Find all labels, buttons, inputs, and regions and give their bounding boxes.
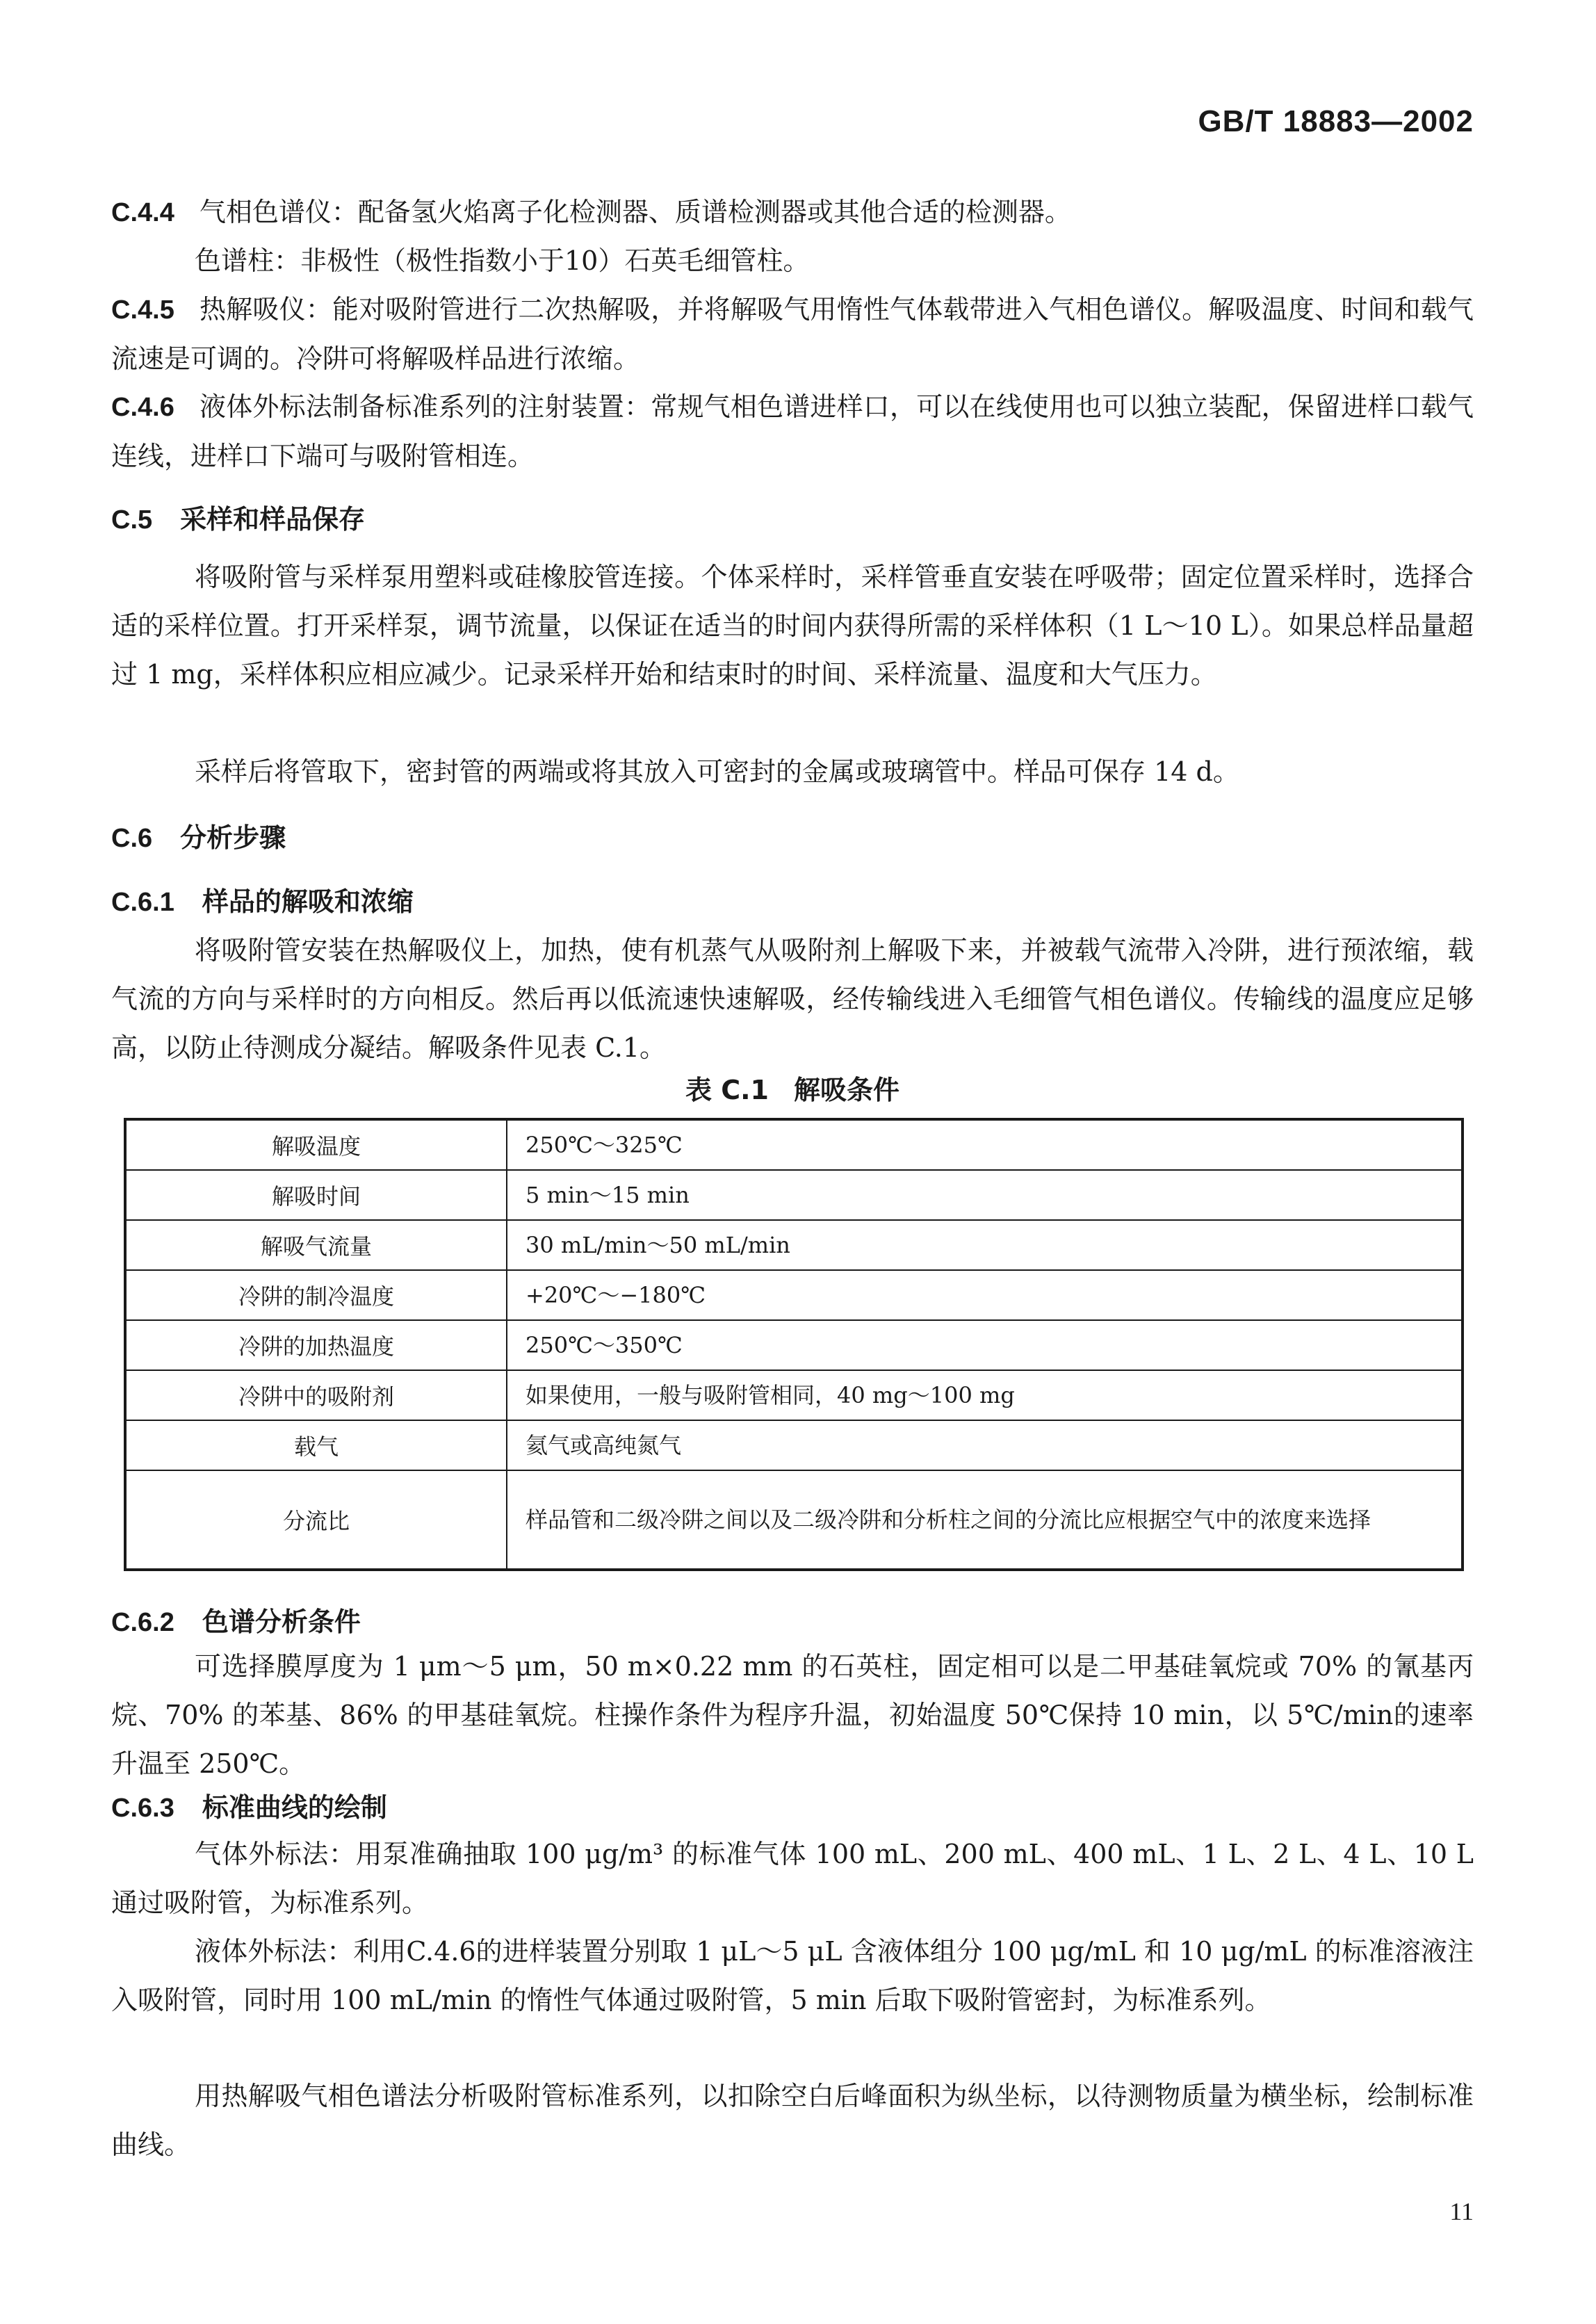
section-heading-c61 xyxy=(111,877,1474,927)
row-label: 解吸温度 xyxy=(125,1119,507,1170)
paragraph: 液体外标法：利用C.4.6的进样装置分别取 1 μL～5 μL 含液体组分 100 μg/mL 和 10 μg/mL 的标准溶液注入吸附管，同时用 100 mL/min 的惰性气体通过吸附管，5 min 后取下吸附管密封，为标准系列。 xyxy=(111,1936,1474,2015)
section-number: C.6.2 xyxy=(111,1608,174,1637)
table-row xyxy=(125,1370,1463,1420)
section-title: 分析步骤 xyxy=(180,822,286,853)
section-number: C.5 xyxy=(111,505,153,535)
paragraph: 可选择膜厚度为 1 μm～5 μm，50 m×0.22 mm 的石英柱，固定相可以是二甲基硅氧烷或 70% 的氰基丙烷、70% 的苯基、86% 的甲基硅氧烷。柱操作条件为程序升温，初始温度 50℃保持 10 min，以 5℃/min的速率升温至 250℃。 xyxy=(111,1651,1474,1779)
row-label: 解吸气流量 xyxy=(125,1220,507,1270)
section-number: C.6.1 xyxy=(111,888,174,917)
section-number: C.6.3 xyxy=(111,1794,174,1823)
row-value: 如果使用，一般与吸附管相同，40 mg～100 mg xyxy=(507,1370,1463,1420)
row-label: 分流比 xyxy=(125,1470,507,1570)
row-value: 5 min～15 min xyxy=(507,1170,1463,1220)
table-row xyxy=(125,1220,1463,1270)
table-row xyxy=(125,1270,1463,1320)
section-heading-c5 xyxy=(111,495,1474,544)
clause-c46 xyxy=(111,382,1474,480)
row-value: 250℃～325℃ xyxy=(507,1119,1463,1170)
column-spec: 色谱柱：非极性（极性指数小于10）石英毛细管柱。 xyxy=(195,245,810,276)
section-title: 标准曲线的绘制 xyxy=(202,1792,387,1823)
table-row xyxy=(125,1420,1463,1470)
clause-c45 xyxy=(111,285,1474,383)
row-label: 冷阱中的吸附剂 xyxy=(125,1370,507,1420)
clause-number: C.4.4 xyxy=(111,198,174,227)
row-value: 氦气或高纯氮气 xyxy=(507,1420,1463,1470)
table-row xyxy=(125,1119,1463,1170)
section-heading-c6 xyxy=(111,813,1474,863)
paragraph: 将吸附管安装在热解吸仪上，加热，使有机蒸气从吸附剂上解吸下来，并被载气流带入冷阱，进行预浓缩，载气流的方向与采样时的方向相反。然后再以低流速快速解吸，经传输线进入毛细管气相色谱仪。传输线的温度应足够高，以防止待测成分凝结。解吸条件见表 C.1。 xyxy=(111,935,1474,1063)
row-value: 30 mL/min～50 mL/min xyxy=(507,1220,1463,1270)
paragraph: 将吸附管与采样泵用塑料或硅橡胶管连接。个体采样时，采样管垂直安装在呼吸带；固定位置采样时，选择合适的采样位置。打开采样泵，调节流量，以保证在适当的时间内获得所需的采样体积（1 L～10 L）。如果总样品量超过 1 mg，采样体积应相应减少。记录采样开始和结束时的时间、采样流量、温度和大气压力。 xyxy=(111,562,1474,690)
paragraph: 采样后将管取下，密封管的两端或将其放入可密封的金属或玻璃管中。样品可保存 14 d。 xyxy=(195,756,1239,787)
desorption-conditions-table xyxy=(124,1118,1464,1571)
paragraph: 用热解吸气相色谱法分析吸附管标准系列，以扣除空白后峰面积为纵坐标，以待测物质量为横坐标，绘制标准曲线。 xyxy=(111,2081,1474,2160)
table-number: 表 C.1 xyxy=(685,1075,769,1105)
section-number: C.6 xyxy=(111,824,153,853)
row-value: +20℃～−180℃ xyxy=(507,1270,1463,1320)
table-row xyxy=(125,1320,1463,1370)
standard-code: GB/T 18883—2002 xyxy=(1198,104,1474,138)
clause-text: 热解吸仪：能对吸附管进行二次热解吸，并将解吸气用惰性气体载带进入气相色谱仪。解吸温度、时间和载气流速是可调的。冷阱可将解吸样品进行浓缩。 xyxy=(111,294,1474,374)
row-label: 解吸时间 xyxy=(125,1170,507,1220)
table-row xyxy=(125,1170,1463,1220)
clause-c44 xyxy=(111,188,1474,237)
clause-text: 液体外标法制备标准系列的注射装置：常规气相色谱进样口，可以在线使用也可以独立装配，保留进样口载气连线，进样口下端可与吸附管相连。 xyxy=(111,391,1474,471)
table-row xyxy=(125,1470,1463,1570)
table-title: 解吸条件 xyxy=(793,1075,899,1105)
clause-number: C.4.5 xyxy=(111,295,174,325)
section-title: 样品的解吸和浓缩 xyxy=(202,886,414,917)
section-title: 采样和样品保存 xyxy=(180,504,366,535)
row-value: 样品管和二级冷阱之间以及二级冷阱和分析柱之间的分流比应根据空气中的浓度来选择 xyxy=(507,1470,1463,1570)
row-label: 冷阱的制冷温度 xyxy=(125,1270,507,1320)
section-heading-c63 xyxy=(111,1783,1474,1833)
row-label: 冷阱的加热温度 xyxy=(125,1320,507,1370)
row-label: 载气 xyxy=(125,1420,507,1470)
clause-text: 气相色谱仪：配备氢火焰离子化检测器、质谱检测器或其他合适的检测器。 xyxy=(199,197,1071,227)
paragraph: 气体外标法：用泵准确抽取 100 μg/m³ 的标准气体 100 mL、200 mL、400 mL、1 L、2 L、4 L、10 L 通过吸附管，为标准系列。 xyxy=(111,1839,1474,1918)
section-heading-c62 xyxy=(111,1598,1474,1647)
page-number: 11 xyxy=(1449,2197,1474,2225)
row-value: 250℃～350℃ xyxy=(507,1320,1463,1370)
section-title: 色谱分析条件 xyxy=(202,1607,361,1637)
clause-number: C.4.6 xyxy=(111,393,174,422)
table-caption xyxy=(111,1069,1474,1111)
